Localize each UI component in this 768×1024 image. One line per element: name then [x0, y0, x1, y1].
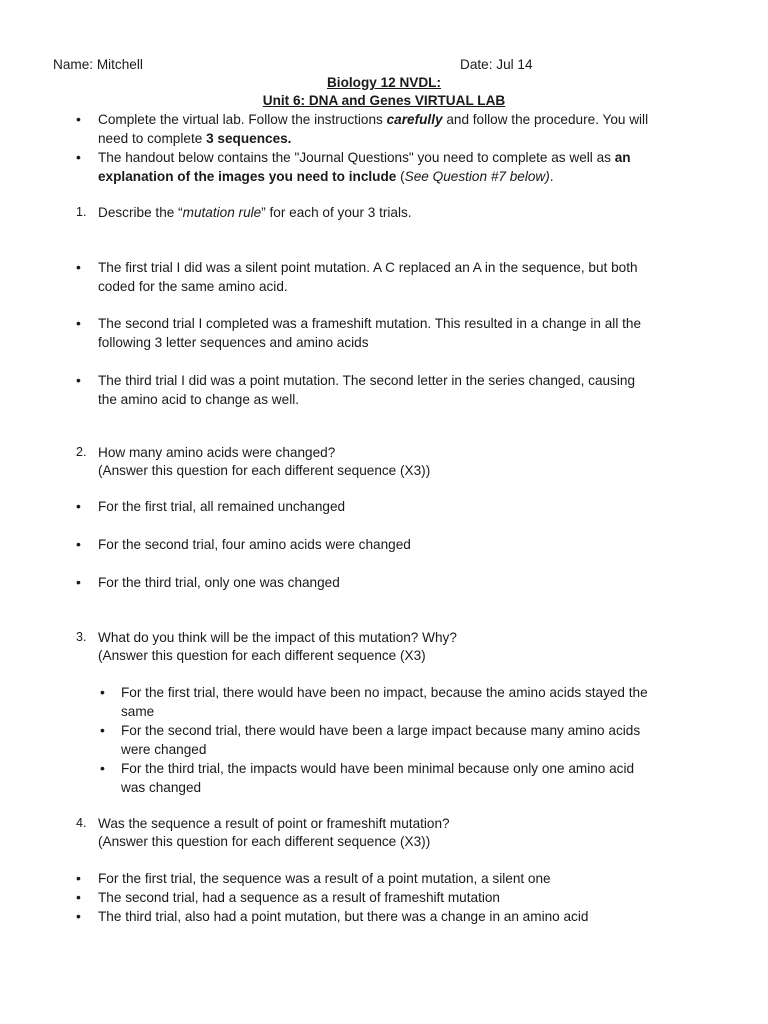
- answer-line: The first trial I did was a silent point mutation. A C replaced an A in the sequence, but both: [98, 260, 638, 275]
- instruction-item: [76, 110, 716, 148]
- question-number: 2.: [76, 445, 87, 459]
- answer-list-q2: [76, 497, 716, 516]
- instructions-list: [76, 110, 716, 186]
- answer-list-q2: [76, 535, 716, 554]
- question-text: How many amino acids were changed?: [98, 445, 336, 460]
- answer-list-q3: [100, 683, 716, 797]
- answer-list-q1: [76, 258, 716, 296]
- course-title: Biology 12 NVDL:: [326, 75, 442, 90]
- emphasis-text: an: [614, 150, 631, 165]
- instruction-text: Complete the virtual lab. Follow the instructions: [98, 112, 387, 127]
- answer-line: For the third trial, the impacts would have been minimal because only one amino acid: [121, 761, 635, 776]
- question-text: What do you think will be the impact of this mutation? Why?: [98, 630, 457, 645]
- answer-line: The third trial I did was a point mutation. The second letter in the series changed, causing: [98, 373, 636, 388]
- answer-item: • For the first trial, all remained unchanged: [76, 497, 716, 516]
- answer-item: [100, 683, 716, 721]
- answer-list-q4: [76, 869, 716, 926]
- question-text: Was the sequence a result of point or frameshift mutation?: [98, 816, 450, 831]
- answer-line: The second trial I completed was a frameshift mutation. This resulted in a change in all the: [98, 316, 642, 331]
- question-note: (Answer this question for each different sequence (X3)): [98, 463, 431, 478]
- answer-list-q1: [76, 371, 716, 409]
- answer-line: following 3 letter sequences and amino acids: [98, 335, 369, 350]
- answer-item: [76, 371, 716, 409]
- question-text-part: Describe the “: [98, 205, 183, 220]
- emphasis-text: explanation of the images you need to include: [98, 169, 397, 184]
- answer-item: • For the third trial, only one was changed: [76, 573, 716, 592]
- answer-list-q1: [76, 314, 716, 352]
- instruction-text: .: [549, 169, 554, 184]
- answer-line: For the first trial, there would have been no impact, because the amino acids stayed the: [121, 685, 648, 700]
- answer-item: [76, 314, 716, 352]
- answer-item: [76, 258, 716, 296]
- instruction-text: (: [396, 169, 405, 184]
- emphasis-text: See Question #7 below): [404, 169, 550, 184]
- question-note: (Answer this question for each different sequence (X3): [98, 648, 426, 663]
- question-note: (Answer this question for each different sequence (X3)): [98, 834, 431, 849]
- emphasis-text: carefully: [386, 112, 443, 127]
- instruction-text: The handout below contains the "Journal Questions" you need to complete as well as: [98, 150, 615, 165]
- answer-item: • The third trial, also had a point mutation, but there was a change in an amino acid: [76, 907, 716, 926]
- answer-item: • For the first trial, the sequence was a result of a point mutation, a silent one: [76, 869, 716, 888]
- question-emphasis: mutation rule: [182, 205, 262, 220]
- date: Date: Jul 14: [460, 57, 533, 72]
- unit-title: Unit 6: DNA and Genes VIRTUAL LAB: [262, 93, 506, 108]
- question-text-part: ” for each of your 3 trials.: [261, 205, 412, 220]
- question-number: 4.: [76, 816, 87, 830]
- answer-line: was changed: [121, 780, 202, 795]
- question-number: 1.: [76, 205, 87, 219]
- answer-list-q2: [76, 573, 716, 592]
- answer-line: For the second trial, there would have been a large impact because many amino acids: [121, 723, 641, 738]
- answer-item: • The second trial, had a sequence as a result of frameshift mutation: [76, 888, 716, 907]
- instruction-text: need to complete: [98, 131, 207, 146]
- answer-item: [100, 721, 716, 759]
- instruction-text: and follow the procedure. You will: [442, 112, 649, 127]
- question-number: 3.: [76, 630, 87, 644]
- answer-line: same: [121, 704, 155, 719]
- instruction-item: [76, 148, 716, 186]
- question-text: [98, 203, 412, 222]
- answer-line: coded for the same amino acid.: [98, 279, 288, 294]
- answer-line: were changed: [121, 742, 207, 757]
- answer-item: [100, 759, 716, 797]
- answer-line: the amino acid to change as well.: [98, 392, 300, 407]
- student-name: Name: Mitchell: [53, 57, 143, 72]
- answer-item: • For the second trial, four amino acids were changed: [76, 535, 716, 554]
- emphasis-text: 3 sequences.: [206, 131, 292, 146]
